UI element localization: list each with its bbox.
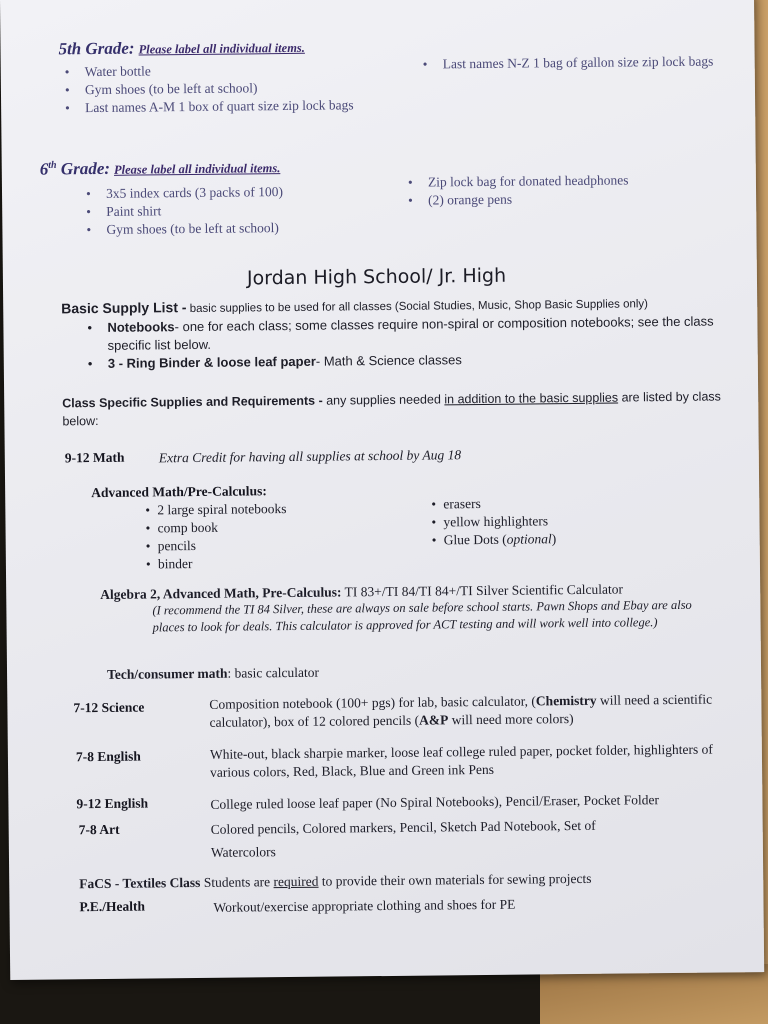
list-item: • 3x5 index cards (3 packs of 100): [84, 182, 384, 203]
class-specific-line: [62, 387, 722, 430]
list-item: • Paint shirt: [84, 200, 384, 221]
grade5-header: [58, 37, 305, 60]
english912-label: 9-12 English: [76, 795, 149, 812]
binder-text: - Math & Science classes: [315, 352, 462, 369]
basic-supply-desc: basic supplies to be used for all classes (Social Studies, Music, Shop Basic Supplies only): [186, 298, 649, 316]
pe-label: P.E./Health: [79, 898, 146, 915]
facs-label: FaCS - Textiles Class: [79, 874, 201, 892]
advanced-math-label: Advanced Math/Pre-Calculus:: [91, 483, 267, 501]
tech-math-line: [107, 664, 319, 684]
school-title: Jordan High School/ Jr. High: [246, 264, 507, 290]
list-item: • Gym shoes (to be left at school): [84, 218, 384, 239]
grade6-note: Please label all individual items.: [113, 161, 281, 177]
list-item: [430, 529, 690, 550]
math-label: 9-12 Math: [64, 449, 125, 466]
glue-dots-optional: optional: [506, 531, 552, 547]
art-label: 7-8 Art: [78, 821, 120, 838]
list-item: • binder: [144, 553, 404, 574]
english78-label: 7-8 English: [75, 748, 141, 765]
science-ap: A&P: [419, 712, 449, 728]
art-line1: Colored pencils, Colored markers, Pencil, Sketch Pad Notebook, Set of: [210, 817, 596, 837]
grade5-list-right: [421, 52, 721, 73]
facs-line: [79, 870, 591, 893]
grade6-header: [40, 157, 281, 180]
class-specific-text2: are listed by class below:: [62, 389, 721, 429]
science-text-2: will need a scientific calculator), box of 12 colored pencils (: [209, 691, 713, 730]
list-item: • Gym shoes (to be left at school): [63, 78, 373, 99]
algebra-note: (I recommend the TI 84 Silver, these are always on sale before school starts. Pawn Shops and Ebay are also places to look for deals. This calculator is approved for ACT testing and will work well into college.): [152, 597, 692, 635]
algebra-text: TI 83+/TI 84/TI 84+/TI Silver Scientific Calculator: [341, 581, 624, 600]
list-item: • comp book: [143, 517, 403, 538]
list-item: • 2 large spiral notebooks: [143, 499, 403, 520]
advanced-math-list-left: [143, 499, 404, 574]
grade6-list-left: [84, 182, 385, 239]
notebooks-text: - one for each class; some classes require non-spiral or composition notebooks; see the class specific list below.: [107, 313, 714, 353]
facs-required: required: [273, 873, 319, 890]
science-chemistry: Chemistry: [535, 692, 597, 709]
pe-text: Workout/exercise appropriate clothing and shoes for PE: [213, 896, 516, 915]
science-text-3: will need more colors): [448, 711, 574, 728]
grade6-heading-num: 6: [39, 159, 49, 179]
advanced-math-list-right: [429, 493, 690, 550]
list-item: • pencils: [144, 535, 404, 556]
grade6-list-right: [406, 171, 706, 210]
algebra-label: Algebra 2, Advanced Math, Pre-Calculus:: [100, 584, 342, 602]
list-item: • Last names N-Z 1 bag of gallon size zip lock bags: [421, 52, 721, 73]
list-item: • Water bottle: [63, 60, 373, 81]
binder-label: 3 - Ring Binder & loose leaf paper: [107, 353, 316, 371]
list-item: • yellow highlighters: [429, 511, 689, 532]
list-item: • Last names A-M 1 box of quart size zip lock bags: [63, 96, 373, 117]
tech-math-text: : basic calculator: [227, 664, 319, 681]
science-text: [209, 690, 729, 731]
facs-text1: Students are: [200, 874, 274, 890]
list-item: • erasers: [429, 493, 689, 514]
english912-text: College ruled loose leaf paper (No Spiral Notebooks), Pencil/Eraser, Pocket Folder: [210, 792, 660, 812]
class-specific-text1: any supplies needed: [322, 392, 445, 408]
science-text-1: Composition notebook (100+ pgs) for lab, basic calculator, (: [209, 693, 536, 712]
facs-text2: to provide their own materials for sewing projects: [318, 870, 592, 889]
glue-dots-close: ): [551, 531, 557, 547]
notebooks-label: Notebooks: [107, 319, 175, 335]
glue-dots-text: Glue Dots (: [443, 531, 507, 548]
basic-supply-label: Basic Supply List -: [61, 299, 187, 317]
basic-supply-list: [85, 313, 716, 374]
class-specific-label: Class Specific Supplies and Requirements -: [62, 393, 323, 411]
english78-text: White-out, black sharpie marker, loose leaf college ruled paper, pocket folder, highlighters of various colors, Red, Black, Blue and Green ink Pens: [209, 741, 713, 780]
grade6-heading-rest: Grade:: [56, 158, 111, 179]
list-item: • (2) orange pens: [406, 189, 706, 210]
art-line2: Watercolors: [210, 844, 276, 860]
science-label: 7-12 Science: [73, 699, 145, 716]
class-specific-underlined: in addition to the basic supplies: [444, 390, 619, 407]
math-note: Extra Credit for having all supplies at school by Aug 18: [158, 447, 462, 466]
tech-math-label: Tech/consumer math: [106, 665, 228, 682]
grade6-heading-sup: th: [48, 159, 57, 171]
grade5-list-left: [63, 60, 374, 117]
grade5-heading: 5th Grade:: [58, 38, 135, 59]
list-item: • Zip lock bag for donated headphones: [406, 171, 706, 192]
grade5-note: Please label all individual items.: [138, 40, 305, 57]
